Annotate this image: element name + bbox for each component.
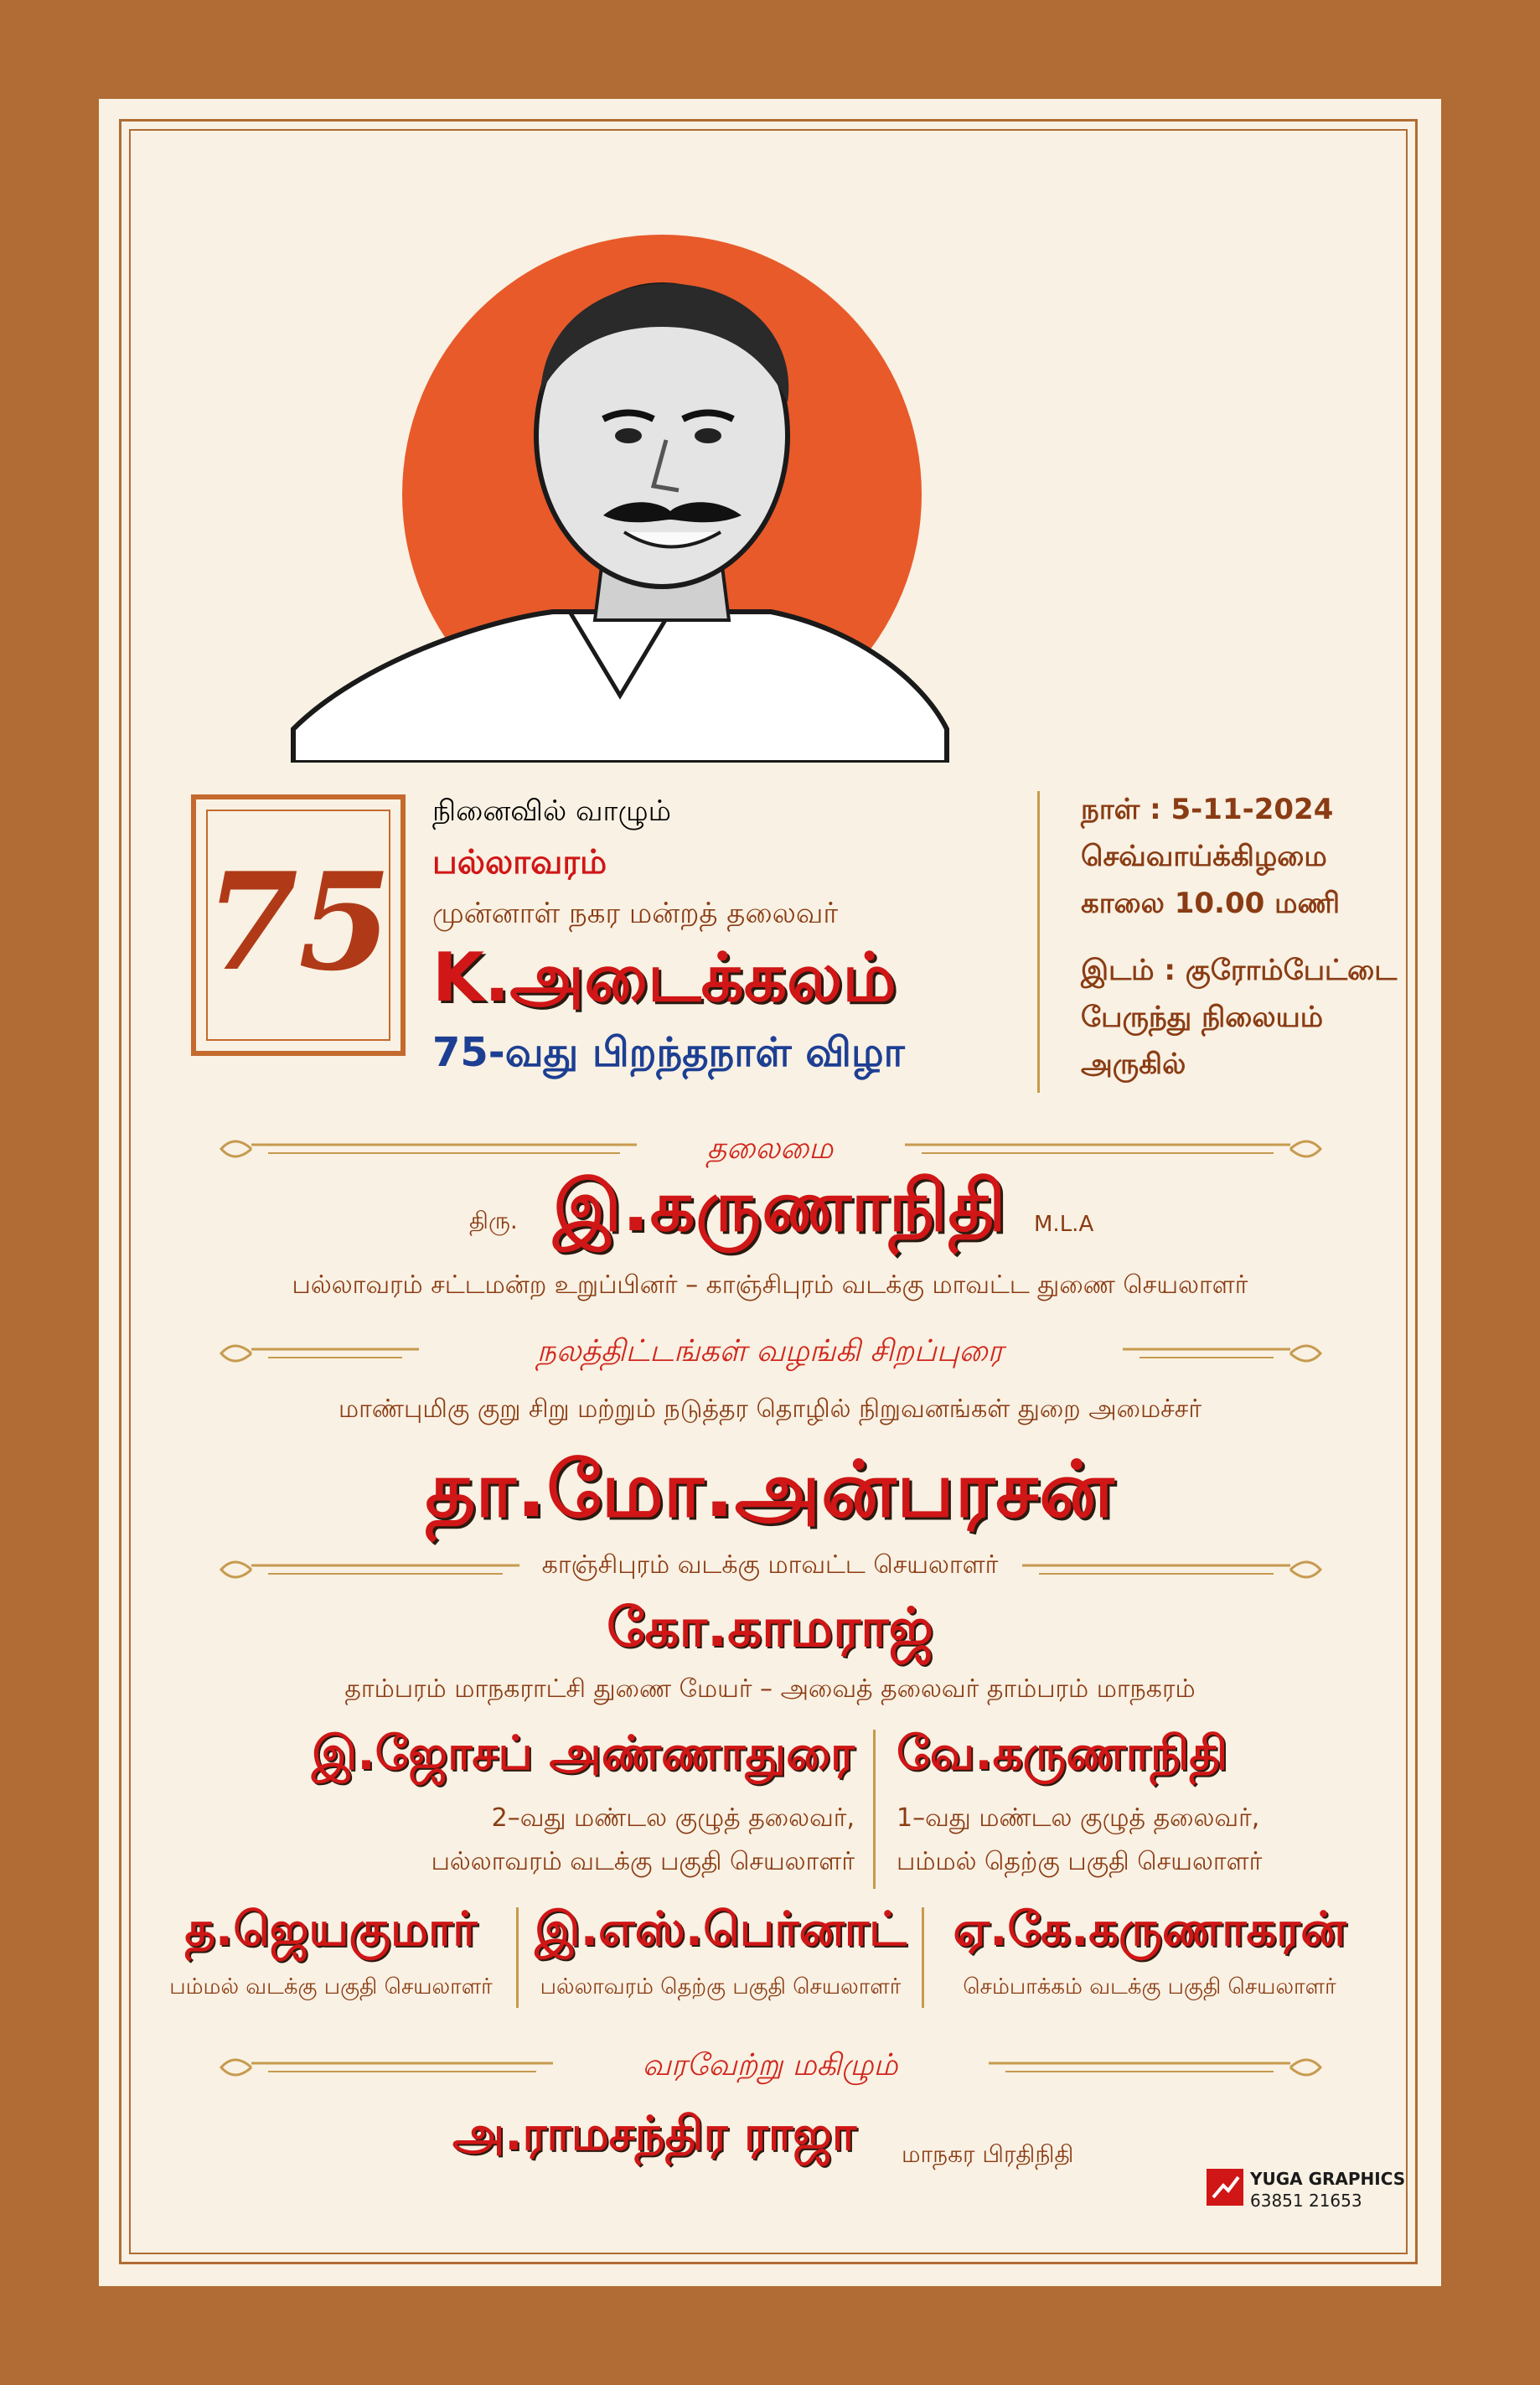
event-day: செவ்வாய்க்கிழமை: [1081, 840, 1327, 873]
event-time: காலை 10.00 மணி: [1081, 887, 1341, 920]
row2-right-desc-1: 1–வது மண்டல குழுத் தலைவர்,: [897, 1803, 1260, 1833]
badge-number: 75: [204, 843, 392, 1001]
credit-studio: YUGA GRAPHICS: [1250, 2169, 1406, 2189]
row2-right-desc-2: பம்மல் தெற்கு பகுதி செயலாளர்: [897, 1847, 1263, 1876]
row3-col1-desc: பம்மல் வடக்கு பகுதி செயலாளர்: [169, 1974, 493, 2000]
row3-col3-name: ஏ.கே.கருணாகரன்: [953, 1902, 1346, 1957]
intro-place: பல்லாவரம்: [432, 843, 607, 882]
row2-left-desc-2: பல்லாவரம் வடக்கு பகுதி செயலாளர்: [431, 1847, 855, 1876]
row3-col2-name: இ.எஸ்.பெர்னாட்: [535, 1902, 907, 1957]
row2-divider: [873, 1730, 876, 1889]
kamaraj-description: தாம்பரம் மாநகராட்சி துணை மேயர் – அவைத் தலைவர் தாம்பரம் மாநகரம்: [344, 1674, 1196, 1704]
presidency-heading: தலைமை: [706, 1131, 834, 1166]
row3-col1-name: த.ஜெயகுமார்: [184, 1902, 478, 1957]
intro-role: முன்னாள் நகர மன்றத் தலைவர்: [432, 897, 839, 930]
portrait-illustration: [285, 226, 955, 763]
welcome-role: மாநகர பிரதிநிதி: [902, 2140, 1074, 2168]
president-name: இ.கருணாநிதி: [553, 1165, 1007, 1247]
welcome-name: அ.ராமசந்திர ராஜா: [452, 2107, 857, 2161]
details-divider: [1037, 791, 1040, 1093]
event-date: நாள் : 5-11-2024: [1081, 793, 1334, 826]
row3-col2-desc: பல்லாவரம் தெற்கு பகுதி செயலாளர்: [540, 1974, 902, 2000]
intro-line-1: நினைவில் வாழும்: [432, 794, 671, 828]
row3-divider-1: [516, 1907, 519, 2008]
row3-col3-desc: செம்பாக்கம் வடக்கு பகுதி செயலாளர்: [963, 1974, 1336, 2000]
row2-right-name: வே.கருணாநிதி: [897, 1726, 1228, 1781]
kamaraj-name: கோ.காமராஜ்: [607, 1597, 933, 1659]
honoree-name: K.அடைக்கலம்: [432, 939, 897, 1017]
venue-line-2: பேருந்து நிலையம்: [1081, 1001, 1324, 1034]
honorific-prefix: திரு.: [469, 1207, 518, 1234]
row3-divider-2: [922, 1907, 924, 2008]
row2-left-name: இ.ஜோசப் அண்ணாதுரை: [311, 1726, 855, 1781]
minister-description: காஞ்சிபுரம் வடக்கு மாவட்ட செயலாளர்: [541, 1550, 999, 1580]
minister-role: மாண்புமிகு குறு சிறு மற்றும் நடுத்தர தொழில் நிறுவனங்கள் துறை அமைச்சர்: [338, 1394, 1202, 1424]
event-title: 75-வது பிறந்தநாள் விழா: [432, 1029, 905, 1076]
special-address-heading: நலத்திட்டங்கள் வழங்கி சிறப்புரை: [536, 1334, 1004, 1368]
venue-line-1: இடம் : குரோம்பேட்டை: [1081, 954, 1398, 987]
president-description: பல்லாவரம் சட்டமன்ற உறுப்பினர் – காஞ்சிபுரம் வடக்கு மாவட்ட துணை செயலாளர்: [292, 1270, 1248, 1300]
minister-name: தா.மோ.அன்பரசன்: [425, 1445, 1115, 1534]
credit-phone: 63851 21653: [1250, 2191, 1362, 2211]
row2-left-desc-1: 2–வது மண்டல குழுத் தலைவர்,: [491, 1803, 855, 1833]
venue-line-3: அருகில்: [1081, 1048, 1186, 1081]
yuga-graphics-logo-icon: [1207, 2169, 1243, 2206]
mla-suffix: M.L.A: [1034, 1212, 1094, 1237]
welcome-heading: வரவேற்று மகிழும்: [642, 2048, 898, 2082]
